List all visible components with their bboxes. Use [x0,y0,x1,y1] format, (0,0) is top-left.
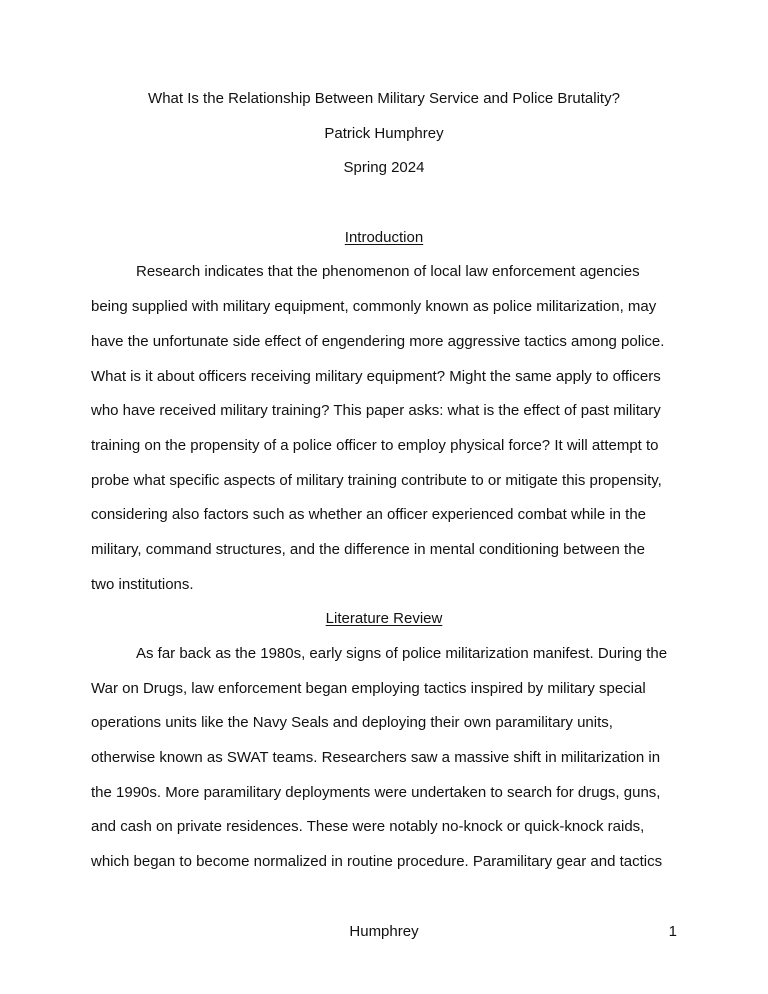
paragraph-line: military, command structures, and the difference in mental conditioning between the [91,540,645,558]
section-heading-literature-review [91,602,677,637]
paragraph-line: training on the propensity of a police officer to employ physical force? It will attempt to [91,436,659,454]
paragraph-line: operations units like the Navy Seals and deploying their own paramilitary units, [91,714,613,732]
paragraph-line: which began to become normalized in routine procedure. Paramilitary gear and tactics [91,853,663,871]
paragraph-line: otherwise known as SWAT teams. Researchers saw a massive shift in militarization in [91,749,661,767]
section-heading-introduction-text: Introduction [344,228,424,246]
paragraph-line: probe what specific aspects of military training contribute to or mitigate this propensity, [91,471,662,489]
paragraph-line: have the unfortunate side effect of engendering more aggressive tactics among police. [91,332,665,350]
paragraph-line: War on Drugs, law enforcement began employing tactics inspired by military special [91,679,646,697]
page-footer [91,915,677,950]
paragraph-line: As far back as the 1980s, early signs of police militarization manifest. During the [136,645,668,662]
paragraph-line: the 1990s. More paramilitary deployments were undertaken to search for drugs, guns, [91,783,661,801]
author-name: Patrick Humphrey [324,124,444,142]
date-line: Spring 2024 [343,159,425,177]
footer-page-number: 1 [668,922,677,940]
paragraph-line: who have received military training? This paper asks: what is the effect of past military [91,402,661,420]
paragraph-line: being supplied with military equipment, commonly known as police militarization, may [91,298,657,316]
paragraph-line: and cash on private residences. These were notably no-knock or quick-knock raids, [91,818,645,836]
paper-title: What Is the Relationship Between Military Service and Police Brutality? [148,90,620,107]
footer-author: Humphrey [349,922,419,940]
section-heading-literature-review-text: Literature Review [325,610,443,628]
paragraph-line: Research indicates that the phenomenon of local law enforcement agencies [136,263,640,281]
paragraph-line: two institutions. [91,575,194,593]
paragraph-line: considering also factors such as whether an officer experienced combat while in the [91,506,647,524]
section-heading-introduction [91,221,677,256]
paragraph-line: What is it about officers receiving military equipment? Might the same apply to officers [91,367,661,385]
